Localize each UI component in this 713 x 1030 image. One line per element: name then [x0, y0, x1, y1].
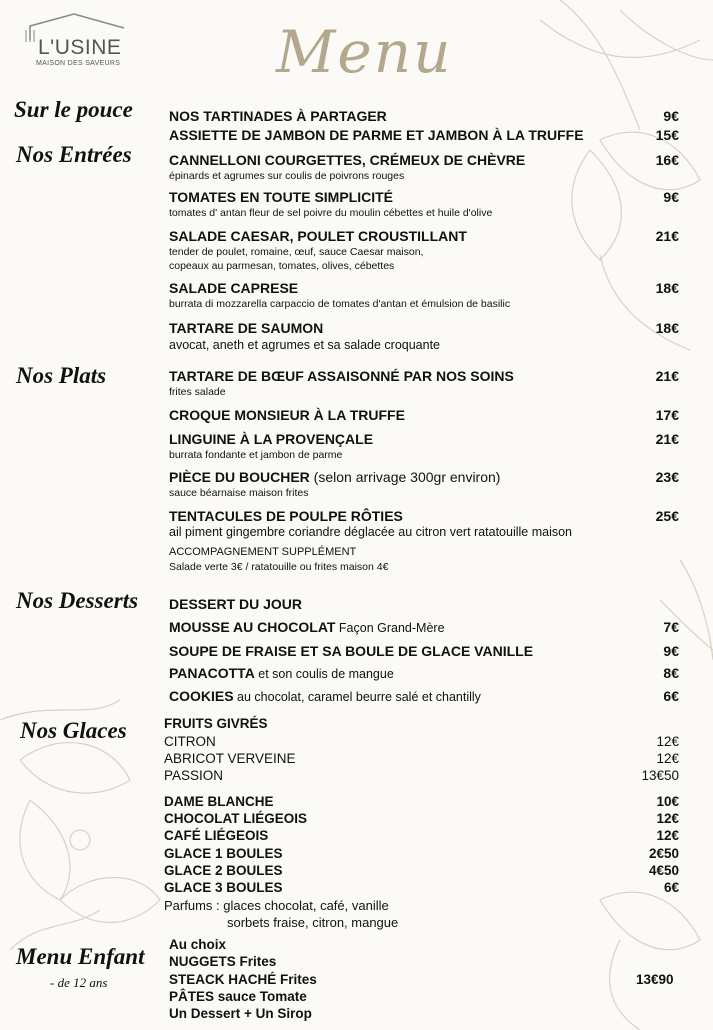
page-title: Menu [276, 18, 453, 86]
item-desc: tomates d' antan fleur de sel poivre du moulin cébettes et huile d'olive [169, 207, 493, 219]
item-price: 9€ [663, 189, 679, 205]
glace-price: 12€ [656, 828, 679, 843]
kids-line: Un Dessert + Un Sirop [169, 1006, 312, 1021]
supplement-title: ACCOMPAGNEMENT SUPPLÉMENT [169, 546, 357, 558]
glace-price: 10€ [656, 794, 679, 809]
glace-name: DAME BLANCHE [164, 794, 274, 809]
item-desc: tender de poulet, romaine, œuf, sauce Caesar maison, [169, 246, 424, 258]
item-name: CROQUE MONSIEUR À LA TRUFFE [169, 407, 405, 423]
item-name-extra: Façon Grand-Mère [335, 621, 445, 635]
section-entrees: Nos Entrées [16, 142, 132, 167]
glace-price: 12€ [656, 811, 679, 826]
item-name [169, 688, 481, 704]
glace-price: 13€50 [641, 768, 679, 783]
item-name: TOMATES EN TOUTE SIMPLICITÉ [169, 189, 394, 205]
kids-line: Au choix [169, 937, 227, 952]
item-price: 16€ [655, 152, 679, 168]
item-price: 21€ [655, 431, 679, 447]
section-enfant-sub: - de 12 ans [50, 975, 108, 990]
item-desc: burrata di mozzarella carpaccio de tomates d'antan et émulsion de basilic [169, 298, 511, 310]
item-price: 23€ [655, 469, 679, 485]
item-name: TARTARE DE SAUMON [169, 320, 324, 336]
item-price: 21€ [655, 228, 679, 244]
item-name: TENTACULES DE POULPE RÔTIES [169, 508, 403, 524]
fruits-title: FRUITS GIVRÉS [164, 716, 268, 731]
section-plats: Nos Plats [16, 363, 107, 388]
kids-line: NUGGETS Frites [169, 954, 277, 969]
item-name: ASSIETTE DE JAMBON DE PARME ET JAMBON À LA TRUFFE [169, 127, 584, 143]
glace-name: CHOCOLAT LIÉGEOIS [164, 811, 308, 826]
section-desserts: Nos Desserts [16, 588, 139, 613]
kids-line: PÂTES sauce Tomate [169, 989, 307, 1004]
item-desc: épinards et agrumes sur coulis de poivrons rouges [169, 170, 405, 182]
item-name: SALADE CAESAR, POULET CROUSTILLANT [169, 228, 467, 244]
brand-logo [22, 12, 132, 72]
item-name: SALADE CAPRESE [169, 280, 299, 296]
item-name-main: PANACOTTA [169, 665, 255, 681]
fork-icon [26, 30, 34, 42]
item-price: 18€ [655, 280, 679, 296]
glace-price: 12€ [656, 751, 679, 766]
glace-price: 12€ [656, 734, 679, 749]
section-enfant: Menu Enfant [16, 944, 145, 969]
item-name [169, 619, 445, 635]
item-price: 9€ [663, 643, 679, 659]
item-name [169, 665, 394, 681]
item-price: 15€ [655, 127, 679, 143]
kids-line: STEACK HACHÉ Frites [169, 972, 317, 987]
item-desc: frites salade [169, 386, 226, 398]
item-price: 25€ [655, 508, 679, 524]
item-desc: burrata fondante et jambon de parme [169, 449, 343, 461]
item-price: 21€ [655, 368, 679, 384]
item-name-main: MOUSSE AU CHOCOLAT [169, 619, 336, 635]
glace-name: GLACE 2 BOULES [164, 863, 283, 878]
glace-name: GLACE 3 BOULES [164, 880, 283, 895]
item-price: 6€ [663, 688, 679, 704]
item-name-extra: au chocolat, caramel beurre salé et chantilly [233, 690, 481, 704]
section-sur-le-pouce: Sur le pouce [14, 97, 133, 122]
item-name: SOUPE DE FRAISE ET SA BOULE DE GLACE VANILLE [169, 643, 534, 659]
glace-name: ABRICOT VERVEINE [164, 751, 296, 766]
item-name-extra: (selon arrivage 300gr environ) [309, 469, 501, 485]
parfums-line-2: sorbets fraise, citron, mangue [227, 915, 399, 930]
item-price: 18€ [655, 320, 679, 336]
glace-name: GLACE 1 BOULES [164, 846, 283, 861]
parfums-line-1: Parfums : glaces chocolat, café, vanille [164, 898, 389, 913]
glace-price: 4€50 [648, 863, 679, 878]
item-price: 9€ [663, 108, 679, 124]
brand-name: L'USINE [38, 36, 122, 59]
item-price: 17€ [655, 407, 679, 423]
item-name-extra: et son coulis de mangue [254, 667, 394, 681]
glace-name: CAFÉ LIÉGEOIS [164, 828, 269, 843]
item-desc: sauce béarnaise maison frites [169, 487, 309, 499]
glace-name: CITRON [164, 734, 216, 749]
item-desc: avocat, aneth et agrumes et sa salade croquante [169, 338, 441, 352]
item-price: 8€ [663, 665, 679, 681]
glace-price: 2€50 [648, 846, 679, 861]
kids-price: 13€90 [636, 972, 674, 987]
item-name: CANNELLONI COURGETTES, CRÉMEUX DE CHÈVRE [169, 152, 526, 168]
item-name-main: PIÈCE DU BOUCHER [169, 469, 310, 485]
section-glaces: Nos Glaces [20, 718, 127, 743]
glace-name: PASSION [164, 768, 224, 783]
item-desc: copeaux au parmesan, tomates, olives, cébettes [169, 260, 395, 272]
item-name: LINGUINE À LA PROVENÇALE [169, 431, 374, 447]
item-desc: ail piment gingembre coriandre déglacée au citron vert ratatouille maison [169, 525, 572, 539]
item-name [169, 469, 500, 485]
brand-tagline: MAISON DES SAVEURS [36, 60, 121, 67]
item-name: TARTARE DE BŒUF ASSAISONNÉ PAR NOS SOINS [169, 368, 514, 384]
item-name: NOS TARTINADES À PARTAGER [169, 108, 387, 124]
item-name-main: COOKIES [169, 688, 234, 704]
supplement-text: Salade verte 3€ / ratatouille ou frites maison 4€ [169, 561, 389, 573]
item-name: DESSERT DU JOUR [169, 596, 303, 612]
glace-price: 6€ [663, 880, 679, 895]
item-price: 7€ [663, 619, 679, 635]
